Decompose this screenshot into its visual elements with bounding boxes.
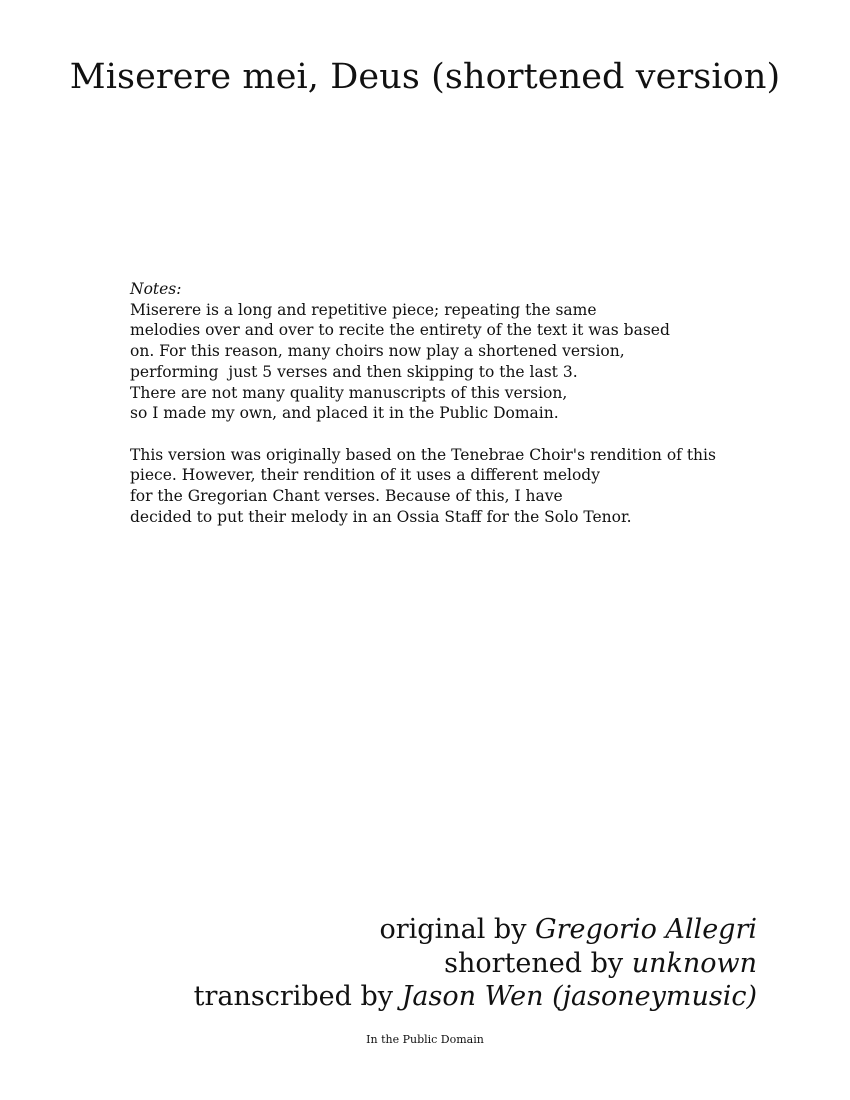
notes-line: melodies over and over to recite the entirety of the text it was based <box>130 321 670 340</box>
credit-original <box>194 913 757 947</box>
credit-transcribed <box>194 980 757 1014</box>
composer-name: Gregorio Allegri <box>535 914 757 945</box>
notes-line: Miserere is a long and repetitive piece; repeating the same <box>130 300 597 319</box>
notes-line: performing just 5 verses and then skipping to the last 3. <box>130 362 578 381</box>
notes-line: piece. However, their rendition of it uses a different melody <box>130 466 600 485</box>
notes-line: decided to put their melody in an Ossia Staff for the Solo Tenor. <box>130 507 632 526</box>
notes-line: This version was originally based on the Tenebrae Choir's rendition of this <box>130 445 716 464</box>
notes-line: so I made my own, and placed it in the Public Domain. <box>130 404 559 423</box>
credit-prefix: shortened by <box>444 947 632 979</box>
arranger-name: unknown <box>631 947 757 979</box>
credit-shortened <box>194 947 757 981</box>
notes-line: on. For this reason, many choirs now play a shortened version, <box>130 342 625 361</box>
page-title: Miserere mei, Deus (shortened version) <box>69 57 781 97</box>
notes-label: Notes: <box>130 280 182 298</box>
transcriber-name: Jason Wen (jasoneymusic) <box>401 981 757 1012</box>
copyright-footer: In the Public Domain <box>366 1033 484 1046</box>
notes-line: for the Gregorian Chant verses. Because of this, I have <box>130 487 563 506</box>
paragraph-gap <box>130 424 770 445</box>
notes-line: There are not many quality manuscripts of this version, <box>130 383 568 402</box>
credit-prefix: original by <box>379 914 536 945</box>
notes-section <box>130 279 770 527</box>
credit-prefix: transcribed by <box>193 981 402 1012</box>
credits-block <box>194 913 757 1014</box>
